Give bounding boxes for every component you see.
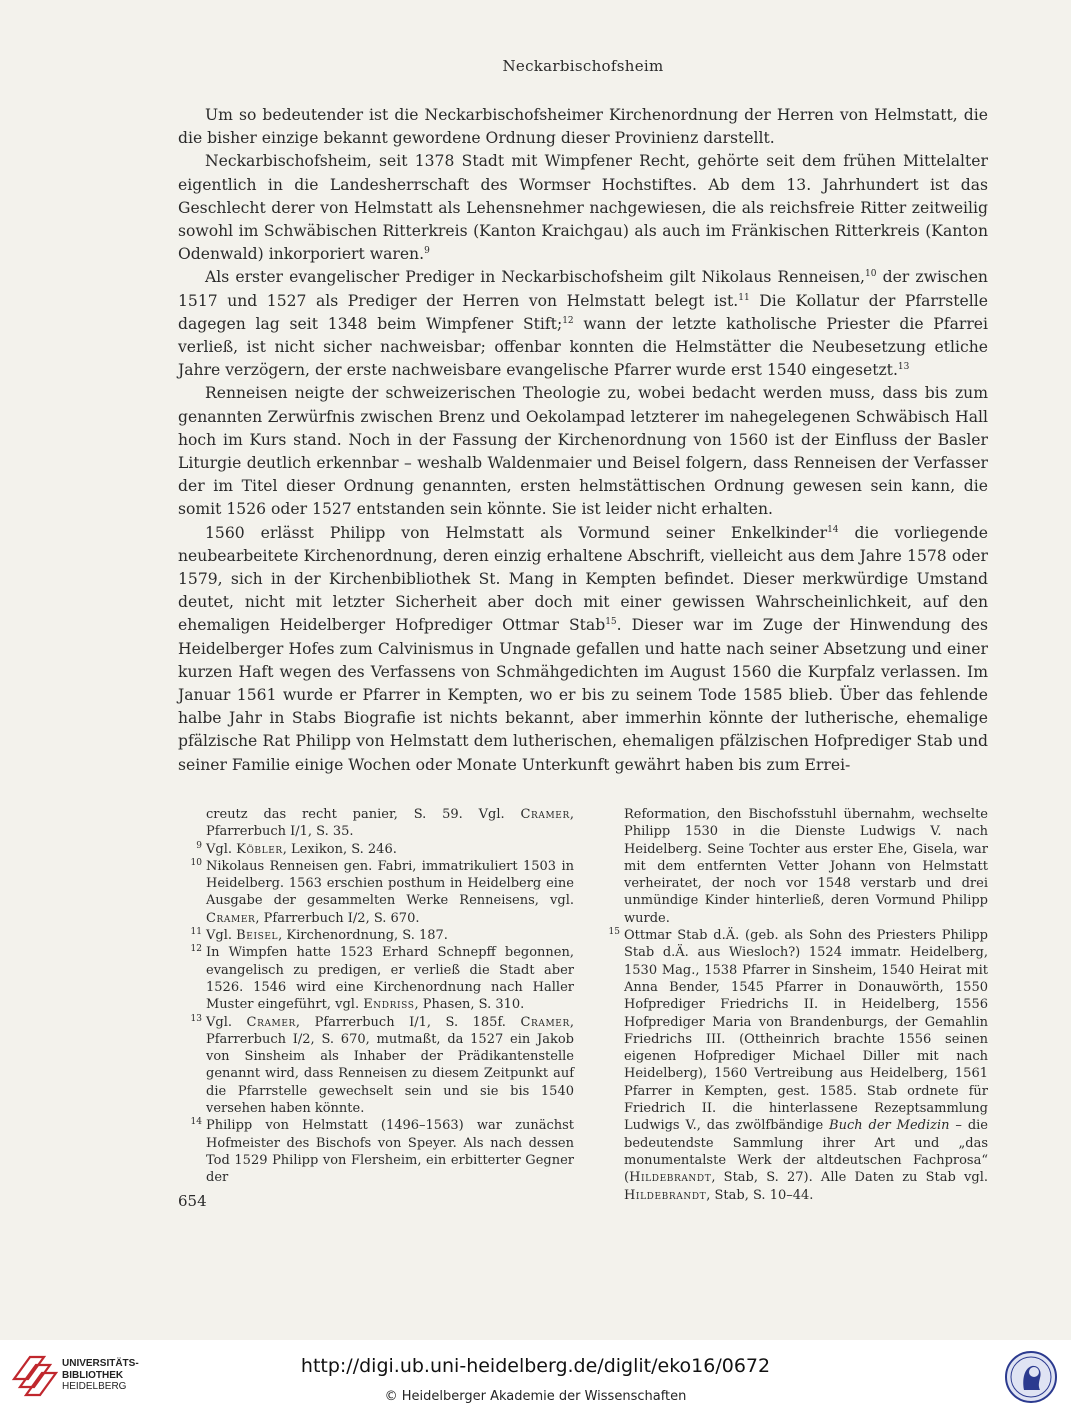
footnote-ref-14[interactable]: 14	[827, 524, 839, 535]
paragraph-3: Als erster evangelischer Prediger in Neckarbischofsheim gilt Nikolaus Renneisen,$^{10}$ der zwischen 1517 und 1527 als Prediger der Herren von Helmstatt belegt ist.$^{11}$ Die Kollatur der Pfarrstelle dagegen lag seit 1348 beim Wimpfener Stift;$^{12}$ wann der letzte katholische Priester die Pfarrei verließ, ist nicht sicher nachweisbar; offenbar konnten die Helmstätter die Neubesetzung etliche Jahre verzögern, der erste nachweisbare evangelische Pfarrer wurde erst 1540 eingesetzt.$^{13}$	[178, 268, 988, 380]
footnote-continuation: Reformation, den Bischofsstuhl übernahm, wechselte Philipp 1530 in die Dienste Ludwigs V. nach Heidelberg. Seine Tochter aus erster Ehe, Gisela, war mit dem entfernten Vetter Johann von Helmstatt verheiratet, der noch vor 1548 verstarb und drei unmündige Kinder hinterließ, deren Vormund Philipp wurde.	[624, 807, 988, 926]
footnote-number: 13	[190, 1013, 202, 1024]
footnote-ref-13[interactable]: 13	[897, 362, 910, 373]
footer-bar	[0, 1340, 1071, 1417]
copyright-notice: © Heidelberger Akademie der Wissenschaften	[384, 1389, 687, 1404]
footnote-ref-9[interactable]: 9	[424, 246, 430, 257]
paragraph-1: Um so bedeutender ist die Neckarbischofsheimer Kirchenordnung der Herren von Helmstatt, die die bisher einzige bekannt gewordene Ordnung dieser Provinienz darstellt.	[178, 106, 988, 148]
running-header: Neckarbischofsheim	[502, 57, 664, 75]
footnote-ref-15[interactable]: 15	[605, 617, 617, 628]
footnote-ref-12[interactable]: 12	[562, 315, 574, 326]
footnote-13: 13 Vgl. Cramer, Pfarrerbuch I/1, S. 185f. Cramer, Pfarrerbuch I/2, S. 670, mutmaßt, da 1527 ein Jakob von Sinsheim als Inhaber der Prädikantenstelle genannt wird, dass Renneisen zu diesem Zeitpunkt auf die Pfarrstelle gewechselt sein und sie bis 1540 versehen haben könnte.	[188, 1014, 574, 1118]
footnote-10: 10 Nikolaus Renneisen gen. Fabri, immatrikuliert 1503 in Heidelberg. 1563 erschien posthum in Heidelberg eine Ausgabe der gesammelten Werke Renneisens, vgl. Cramer, Pfarrerbuch I/2, S. 670.	[188, 858, 574, 927]
footnote-number: 12	[190, 944, 202, 955]
footnote-number: 10	[190, 857, 202, 868]
footnote-continuation: creutz das recht panier, S. 59. Vgl. Cramer, Pfarrerbuch I/1, S. 35.	[206, 807, 574, 840]
footnote-number: 11	[190, 927, 202, 938]
footnote-12: 12 In Wimpfen hatte 1523 Erhard Schnepff begonnen, evangelisch zu predigen, er verließ die Stadt aber 1526. 1546 wird eine Kirchenordnung nach Haller Muster eingeführt, vgl. Endriss, Phasen, S. 310.	[188, 944, 574, 1013]
paragraph-5: 1560 erlässt Philipp von Helmstatt als Vormund seiner Enkelkinder$^{14}$ die vorliegende neubearbeitete Kirchenordnung, deren einzig erhaltene Abschrift, vielleicht aus dem Jahre 1578 oder 1579, sich in der Kirchenbibliothek St. Mang in Kempten befindet. Dieser merkwürdige Umstand deutet, nicht mit letzter Sicherheit aber doch mit einer gewissen Wahrscheinlichkeit, auf den ehemaligen Heidelberger Hofprediger Ottmar Stab$^{15}$. Dieser war im Zuge der Hinwendung des Heidelberger Hofes zum Calvinismus in Ungnade gefallen und hatte nach seiner Absetzung und einer kurzen Haft wegen des Verfassens von Schmähgedichten im August 1560 die Kurpfalz verlassen. Im Januar 1561 wurde er Pfarrer in Kempten, wo er bis zu seinem Tode 1585 blieb. Über das fehlende halbe Jahr in Stabs Biografie ist nichts bekannt, aber immerhin könnte der lutherische, ehemalige pfälzische Rat Philipp von Helmstatt dem lutherischen, ehemaligen pfälzischen Hofprediger Stab und seiner Familie einige Wochen oder Monate Unterkunft gewährt haben bis zum Errei-	[178, 523, 988, 774]
portrait-seal-icon	[1004, 1350, 1058, 1404]
library-name: UNIVERSITÄTS- BIBLIOTHEK HEIDELBERG	[62, 1358, 139, 1392]
footnote-ref-10[interactable]: 10	[865, 269, 877, 280]
footnotes-right-column	[606, 806, 988, 1204]
footnote-number: 15	[608, 927, 620, 938]
footnote-11: 11 Vgl. Beisel, Kirchenordnung, S. 187.	[188, 927, 574, 944]
permalink-url[interactable]: http://digi.ub.uni-heidelberg.de/diglit/eko16/0672	[300, 1355, 771, 1377]
paragraph-2: Neckarbischofsheim, seit 1378 Stadt mit Wimpfener Recht, gehörte seit dem frühen Mittelalter eigentlich in die Landesherrschaft des Wormser Hochstiftes. Ab dem 13. Jahrhundert ist das Geschlecht derer von Helmstatt als Lehensnehmer nachgewiesen, die als reichsfreie Ritter zeitweilig sowohl im Schwäbischen Ritterkreis (Kanton Kraichgau) als auch im Fränkischen Ritterkreis (Kanton Odenwald) inkorporiert waren.$^9$	[178, 152, 988, 264]
footnote-number: 14	[190, 1117, 202, 1128]
footnote-14: 14 Philipp von Helmstatt (1496–1563) war zunächst Hofmeister des Bischofs von Speyer. Als nach dessen Tod 1529 Philipp von Flersheim, ein erbitterter Gegner der	[188, 1117, 574, 1186]
page-number: 654	[178, 1192, 207, 1210]
footnote-9: 9 Vgl. Köbler, Lexikon, S. 246.	[188, 841, 574, 858]
footnote-ref-11[interactable]: 11	[738, 292, 750, 303]
main-body-text	[178, 104, 988, 777]
footnote-15: 15 Ottmar Stab d.Ä. (geb. als Sohn des Priesters Philipp Stab d.Ä. aus Wiesloch?) 1524 immatr. Heidelberg, 1530 Mag., 1538 Pfarrer in Sinsheim, 1540 Heirat mit Anna Bender, 1545 Pfarrer in Donauwörth, 1550 Hofprediger Friedrichs II. in Heidelberg, 1556 Hofprediger Maria von Brandenburgs, der Gemahlin Friedrichs III. (Ottheinrich brachte 1556 seinen eigenen Hofprediger Michael Diller mit nach Heidelberg), 1560 Vertreibung aus Heidelberg, 1561 Pfarrer in Kempten, gest. 1585. Stab ordnete für Friedrich II. die hinterlassene Rezeptsammlung Ludwigs V., das zwölfbändige Buch der Medizin – die bedeutendste Sammlung ihrer Art und „das monumentalste Werk der altdeutschen Fachprosa“ (Hildebrandt, Stab, S. 27). Alle Daten zu Stab vgl. Hildebrandt, Stab, S. 10–44.	[606, 927, 988, 1204]
footnote-number: 9	[196, 840, 202, 851]
paragraph-4: Renneisen neigte der schweizerischen Theologie zu, wobei bedacht werden muss, dass bis zum genannten Zerwürfnis zwischen Brenz und Oekolampad letzterer im nahegelegenen Schwäbisch Hall hoch im Kurs stand. Noch in der Fassung der Kirchenordnung von 1560 ist der Einfluss der Basler Liturgie deutlich erkennbar – weshalb Waldenmaier und Beisel folgern, dass Renneisen der Verfasser der im Titel dieser Ordnung genannten, ersten helmstättischen Ordnung gewesen sein kann, die somit 1526 oder 1527 entstanden sein könnte. Sie ist leider nicht erhalten.	[178, 384, 988, 519]
footnotes-left-column	[188, 806, 574, 1187]
